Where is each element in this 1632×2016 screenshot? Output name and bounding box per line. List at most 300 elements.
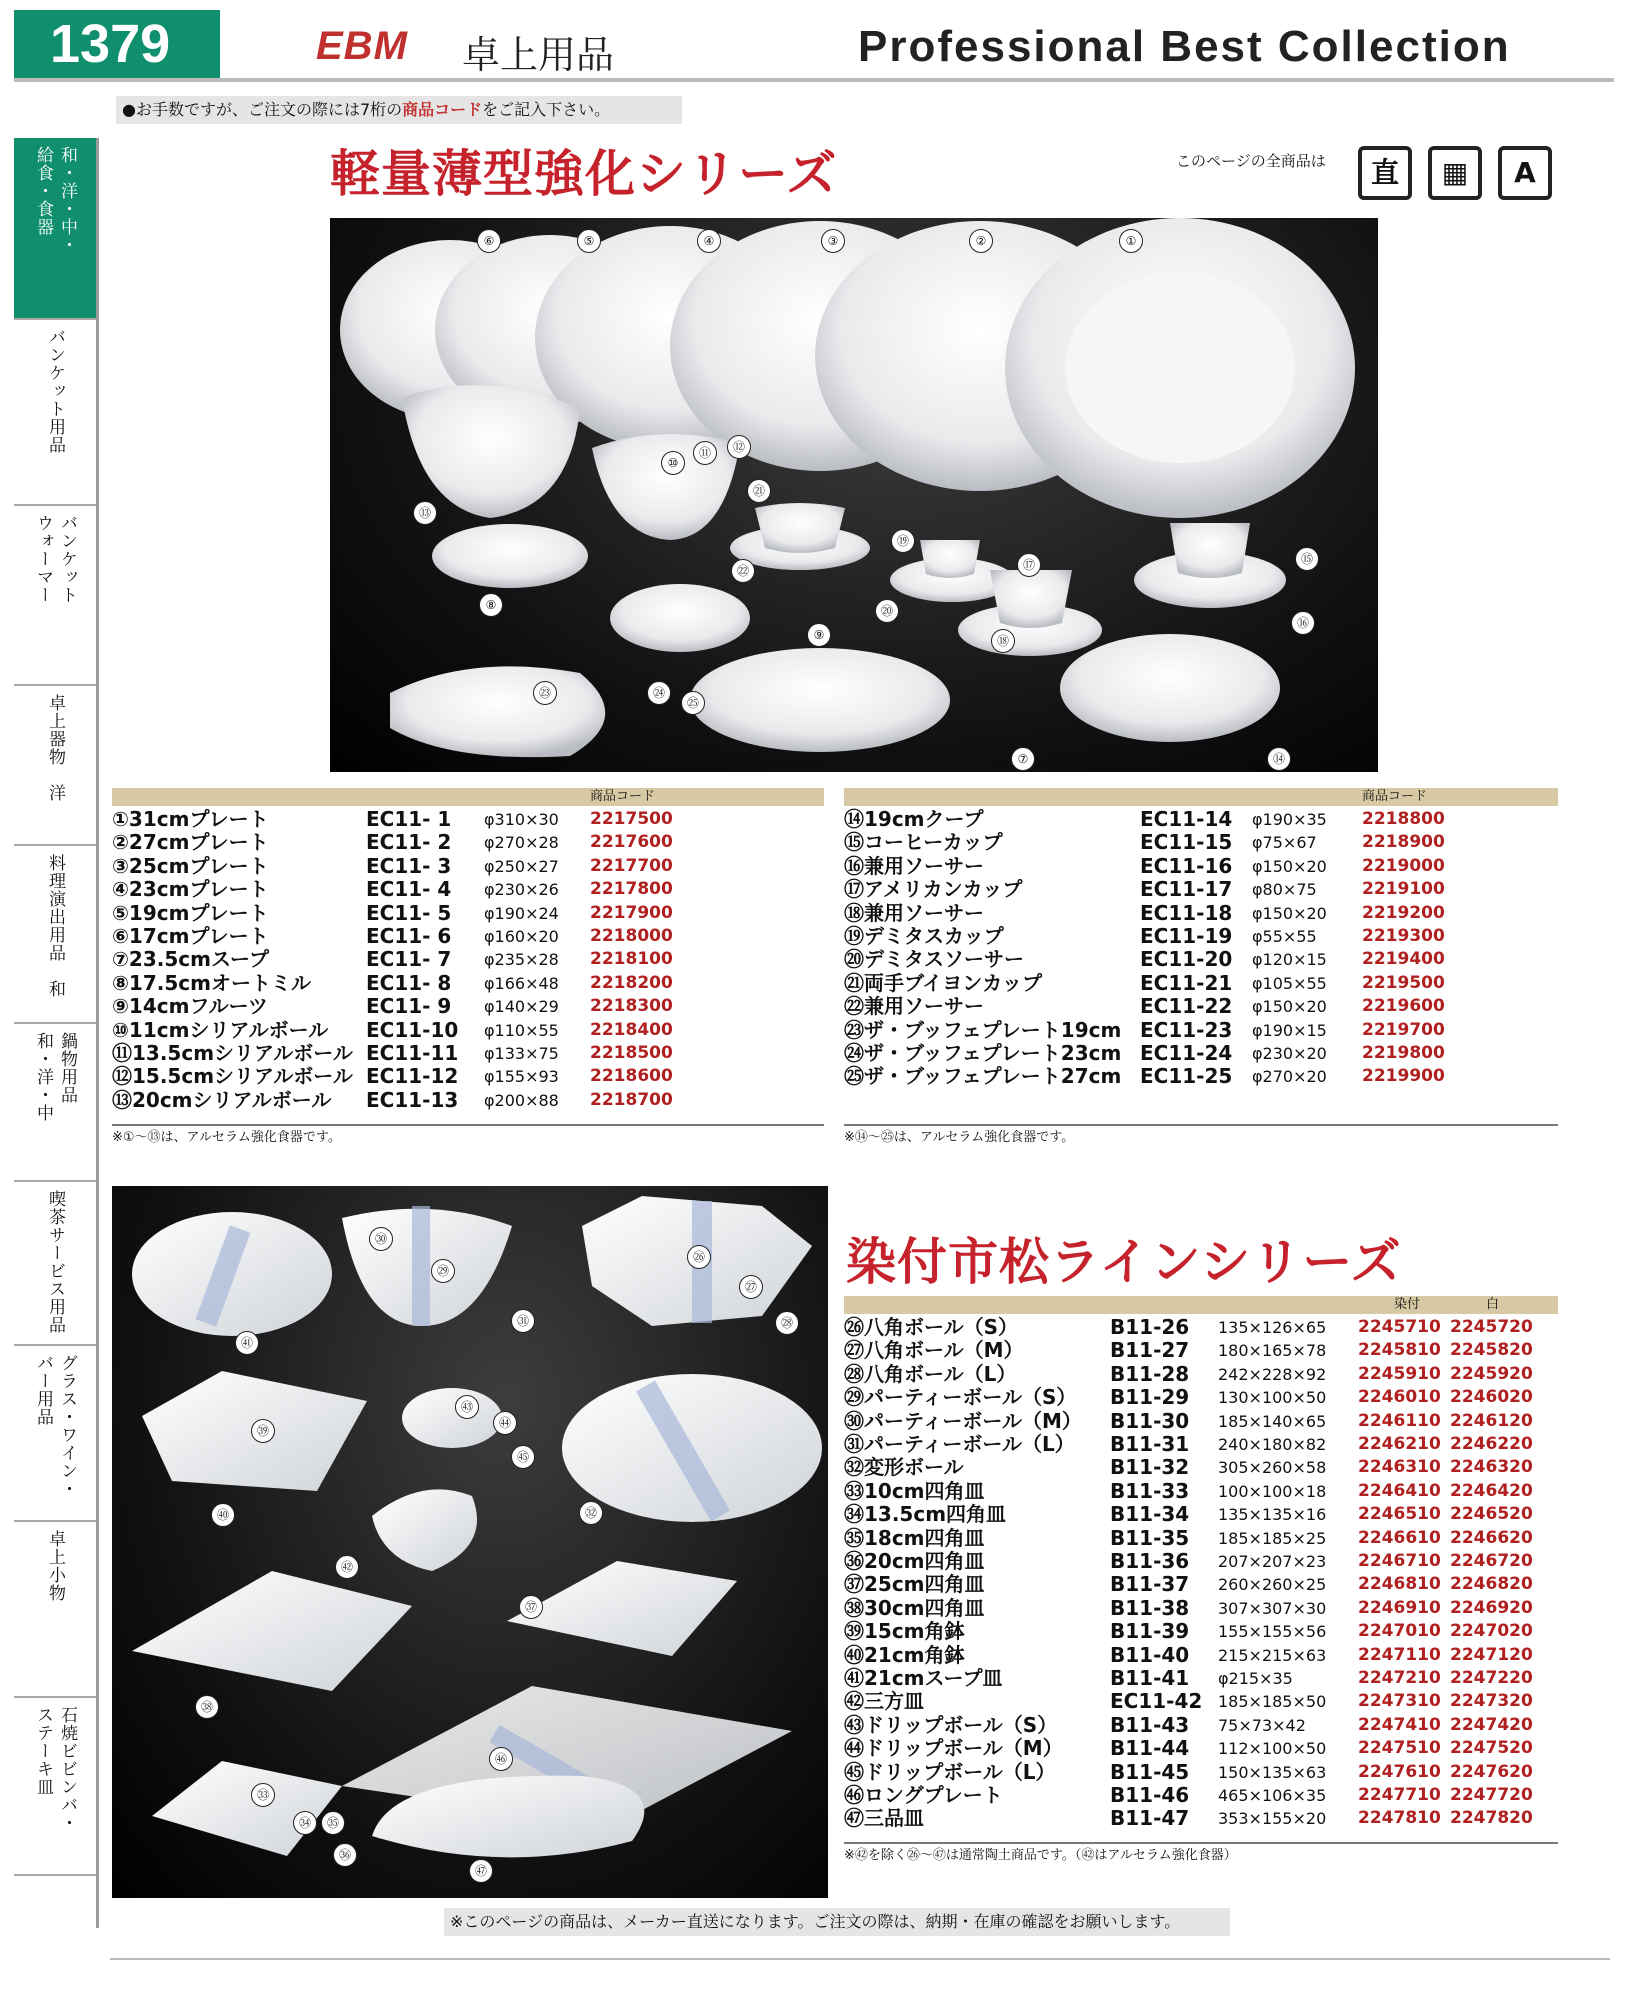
- product-code-white: 2247720: [1450, 1785, 1533, 1805]
- product-code-sometsuke: 2246310: [1358, 1457, 1441, 1478]
- product-name: ⑪13.5cmシリアルボール: [112, 1041, 353, 1065]
- product-size: φ310×30: [484, 810, 559, 829]
- product-name: ㉚パーティーボール（M）: [844, 1408, 1082, 1433]
- photo-item-label: ㉙: [431, 1259, 455, 1283]
- product-size: φ190×15: [1252, 1020, 1327, 1040]
- photo-item-label: ㉛: [511, 1309, 535, 1333]
- product-code-sometsuke: 2247210: [1358, 1668, 1441, 1688]
- photo-item-label: ㊸: [455, 1395, 479, 1419]
- model-number: B11-31: [1110, 1432, 1190, 1456]
- sidebar-tab-text: 和・洋・中: [33, 1032, 53, 1122]
- product-code: 2218600: [590, 1066, 673, 1087]
- product-code-white: 2246620: [1450, 1527, 1533, 1548]
- table-row: [844, 1527, 1558, 1550]
- sidebar-tab-text: 喫茶サービス用品: [45, 1190, 65, 1334]
- table-row: [844, 1807, 1558, 1830]
- product-name: ⑯兼用ソーサー: [844, 853, 984, 878]
- tableware-illustration: [112, 1186, 828, 1898]
- photo-item-label: ㊵: [211, 1503, 235, 1527]
- product-code: 2219400: [1362, 949, 1445, 970]
- product-size: φ250×27: [484, 856, 559, 876]
- product-size: φ110×55: [484, 1020, 559, 1040]
- photo-item-label: ㊺: [511, 1445, 535, 1469]
- product-name: ⑲デミタスカップ: [844, 924, 1004, 948]
- photo-item-label: ⑭: [1267, 747, 1291, 771]
- model-number: EC11- 3: [366, 853, 452, 878]
- photo-item-label: ㉘: [775, 1311, 799, 1335]
- photo-item-label: ㊶: [235, 1331, 259, 1355]
- series2-product-photo: [112, 1186, 828, 1898]
- model-number: EC11- 4: [366, 877, 452, 902]
- model-number: EC11- 2: [366, 830, 452, 855]
- product-name: ㊸ドリップボール（S）: [844, 1712, 1058, 1737]
- model-number: EC11-21: [1140, 970, 1233, 995]
- photo-item-label: ⑪: [693, 441, 717, 465]
- table-row: [844, 1714, 1558, 1737]
- table-row: [112, 995, 826, 1018]
- product-size: φ200×88: [484, 1090, 559, 1110]
- series1-left-table-header: 商品コード: [112, 788, 824, 806]
- model-number: EC11- 6: [366, 924, 452, 948]
- photo-item-label: ㉒: [731, 559, 755, 583]
- model-number: EC11-17: [1140, 877, 1233, 902]
- sidebar-tab-4: [14, 686, 96, 846]
- product-code-sometsuke: 2246610: [1358, 1527, 1441, 1548]
- product-size: 353×155×20: [1218, 1809, 1327, 1829]
- table-row: [844, 1339, 1558, 1362]
- photo-item-label: ㊲: [519, 1595, 543, 1619]
- photo-item-label: ㊳: [195, 1695, 219, 1719]
- table-row: [112, 1042, 826, 1065]
- photo-item-label: ㉗: [739, 1275, 763, 1299]
- order-notice: ●お手数ですが、ご注文の際には7桁の商品コードをご記入下さい。: [116, 96, 682, 124]
- model-number: EC11-11: [366, 1041, 459, 1065]
- product-name: ②27cmプレート: [112, 830, 269, 855]
- photo-item-label: ㊴: [251, 1419, 275, 1443]
- sidebar-tab-9: [14, 1522, 96, 1698]
- product-code-sometsuke: 2246510: [1358, 1504, 1441, 1525]
- model-number: EC11-24: [1140, 1041, 1233, 1065]
- product-size: 112×100×50: [1218, 1739, 1327, 1759]
- product-code: 2218100: [590, 949, 673, 970]
- series2-note: ※㊷を除く㉖〜㊼は通常陶土商品です。（㊷はアルセラム強化食器）: [844, 1848, 1237, 1863]
- photo-item-label: ⑨: [807, 623, 831, 647]
- product-size: 242×228×92: [1218, 1364, 1327, 1384]
- product-code: 2217900: [590, 902, 673, 923]
- photo-item-label: ⑫: [727, 435, 751, 459]
- product-code-sometsuke: 2246810: [1358, 1574, 1441, 1595]
- photo-item-label: ㊹: [493, 1411, 517, 1435]
- product-size: φ150×20: [1252, 997, 1327, 1017]
- model-number: B11-35: [1110, 1525, 1190, 1550]
- series2-title: 染付市松ラインシリーズ: [846, 1233, 1402, 1291]
- table-row: [844, 1784, 1558, 1807]
- photo-item-label: ㉝: [251, 1783, 275, 1807]
- product-code: 2218800: [1362, 809, 1445, 829]
- photo-item-label: ①: [1119, 229, 1143, 253]
- product-code: 2217500: [590, 809, 673, 829]
- footer-divider: [110, 1958, 1610, 1960]
- product-code-sometsuke: 2246410: [1358, 1480, 1441, 1501]
- model-number: EC11-14: [1140, 807, 1233, 831]
- table-row: [112, 1089, 826, 1112]
- product-size: φ105×55: [1252, 973, 1327, 993]
- product-size: 75×73×42: [1218, 1715, 1306, 1735]
- table-row: [844, 1620, 1558, 1643]
- table-row: [844, 1573, 1558, 1596]
- model-number: EC11-20: [1140, 947, 1233, 972]
- product-size: 207×207×23: [1218, 1552, 1327, 1571]
- product-name: ③25cmプレート: [112, 853, 269, 878]
- photo-item-label: ②: [969, 229, 993, 253]
- product-size: φ160×20: [484, 927, 559, 946]
- product-name: ㉖八角ボール（S）: [844, 1315, 1019, 1339]
- table-row: [844, 855, 1558, 878]
- sidebar-tab-text: 給食・食器: [33, 146, 53, 236]
- product-code-sometsuke: 2246110: [1358, 1410, 1441, 1431]
- model-number: B11-26: [1110, 1315, 1190, 1339]
- photo-item-label: ⑮: [1295, 547, 1319, 571]
- photo-item-label: ㉔: [647, 681, 671, 705]
- product-name: ⑳デミタスソーサー: [844, 947, 1024, 972]
- photo-item-label: ⑯: [1291, 611, 1315, 635]
- product-code-white: 2246420: [1450, 1480, 1533, 1501]
- table-row: [112, 1019, 826, 1042]
- table-row: [844, 1503, 1558, 1526]
- product-code-sometsuke: 2246210: [1358, 1434, 1441, 1454]
- sidebar-tab-6: [14, 1024, 96, 1182]
- product-name: ⑨14cmフルーツ: [112, 994, 268, 1019]
- photo-item-label: ㉑: [747, 479, 771, 503]
- product-name: ㊶21cmスープ皿: [844, 1666, 1003, 1690]
- product-name: ㉘八角ボール（L）: [844, 1361, 1017, 1386]
- table-row: [112, 972, 826, 995]
- product-size: φ155×93: [484, 1067, 559, 1087]
- series1-left-note: ※①〜⑬は、アルセラム強化食器です。: [112, 1130, 341, 1145]
- product-size: φ190×24: [484, 903, 559, 923]
- product-size: 180×165×78: [1218, 1341, 1327, 1361]
- model-number: EC11-19: [1140, 924, 1233, 948]
- sidebar-tab-7: [14, 1182, 96, 1346]
- product-name: ㊳30cm四角皿: [844, 1595, 985, 1620]
- table-row: [844, 925, 1558, 948]
- product-name: ㊹ドリップボール（M）: [844, 1736, 1063, 1761]
- model-number: EC11-23: [1140, 1017, 1233, 1042]
- model-number: B11-47: [1110, 1806, 1190, 1831]
- product-name: ⑥17cmプレート: [112, 924, 269, 948]
- product-name: ㉓ザ・ブッフェプレート19cm: [844, 1017, 1122, 1042]
- table-row: [844, 1019, 1558, 1042]
- model-number: EC11-16: [1140, 853, 1233, 878]
- model-number: B11-43: [1110, 1712, 1190, 1737]
- photo-item-label: ⑧: [479, 593, 503, 617]
- sidebar-tab-text: バンケット: [57, 514, 77, 604]
- sidebar-tab-text: 料理演出用品 和: [45, 854, 65, 998]
- model-number: B11-36: [1110, 1549, 1190, 1573]
- product-size: φ55×55: [1252, 927, 1317, 946]
- collection-title: Professional Best Collection: [858, 22, 1511, 71]
- product-size: φ140×29: [484, 997, 559, 1017]
- sidebar-tab-10: [14, 1698, 96, 1876]
- product-size: 305×260×58: [1218, 1458, 1327, 1478]
- product-size: 100×100×18: [1218, 1481, 1327, 1501]
- product-code-white: 2246920: [1450, 1597, 1533, 1618]
- product-code-white: 2245920: [1450, 1363, 1533, 1384]
- series2-table-header: 染付 白: [844, 1296, 1558, 1314]
- product-name: ㊱20cm四角皿: [844, 1549, 985, 1573]
- product-size: φ215×35: [1218, 1669, 1293, 1688]
- product-size: φ230×20: [1252, 1044, 1327, 1063]
- delivery-truck-icon: A: [1498, 146, 1552, 200]
- product-size: φ133×75: [484, 1044, 559, 1063]
- product-size: 260×260×25: [1218, 1575, 1327, 1595]
- product-name: ⑭19cmクープ: [844, 807, 984, 831]
- product-name: ⑫15.5cmシリアルボール: [112, 1064, 353, 1089]
- product-code: 2218500: [590, 1043, 673, 1063]
- table-row: [112, 808, 826, 831]
- product-code-sometsuke: 2246710: [1358, 1551, 1441, 1571]
- product-name: ㊵21cm角鉢: [844, 1642, 965, 1667]
- product-name: ㉔ザ・ブッフェプレート23cm: [844, 1041, 1122, 1065]
- product-code: 2218300: [590, 996, 673, 1017]
- product-code: 2219200: [1362, 902, 1445, 923]
- model-number: B11-44: [1110, 1736, 1190, 1761]
- product-code-white: 2246320: [1450, 1457, 1533, 1478]
- product-name: ⑩11cmシリアルボール: [112, 1017, 329, 1042]
- page-number: 1379: [14, 10, 220, 78]
- product-code: 2218700: [590, 1089, 673, 1110]
- product-name: ⑰アメリカンカップ: [844, 877, 1023, 902]
- product-code: 2218400: [590, 1019, 673, 1040]
- footer-notice: ※このページの商品は、メーカー直送になります。ご注文の際は、納期・在庫の確認をお願いします。: [444, 1908, 1230, 1936]
- sidebar-tab-text: ステーキ皿: [33, 1706, 53, 1796]
- model-number: EC11-10: [366, 1017, 459, 1042]
- product-code-sometsuke: 2245910: [1358, 1363, 1441, 1384]
- model-number: B11-33: [1110, 1478, 1190, 1503]
- product-code-white: 2247120: [1450, 1644, 1533, 1665]
- model-number: B11-28: [1110, 1361, 1190, 1386]
- series1-title: 軽量薄型強化シリーズ: [330, 145, 838, 203]
- product-name: ㉟18cm四角皿: [844, 1525, 985, 1550]
- table-row: [112, 1065, 826, 1088]
- sidebar-tab-text: バー用品: [33, 1354, 53, 1426]
- sidebar-tab-text: バンケット用品: [45, 328, 65, 454]
- product-size: φ150×20: [1252, 903, 1327, 923]
- product-code: 2217600: [590, 832, 673, 853]
- model-number: B11-38: [1110, 1595, 1190, 1620]
- product-name: ⑱兼用ソーサー: [844, 900, 984, 925]
- model-number: EC11- 1: [366, 807, 452, 831]
- photo-item-label: ⑱: [991, 629, 1015, 653]
- sidebar-tab-3: [14, 506, 96, 686]
- product-code-white: 2246020: [1450, 1387, 1533, 1408]
- model-number: EC11- 8: [366, 970, 452, 995]
- sidebar-tab-2: [14, 320, 96, 506]
- product-size: φ235×28: [484, 950, 559, 970]
- model-number: B11-37: [1110, 1572, 1190, 1597]
- photo-item-label: ⑰: [1017, 553, 1041, 577]
- table-row: [844, 808, 1558, 831]
- model-number: EC11-22: [1140, 994, 1233, 1019]
- product-size: φ120×15: [1252, 950, 1327, 970]
- category-sidebar: [14, 138, 99, 1928]
- sidebar-tab-8: [14, 1346, 96, 1522]
- product-name: ㊴15cm角鉢: [844, 1619, 965, 1644]
- table-row: [844, 878, 1558, 901]
- series1-product-photo: [330, 218, 1378, 772]
- table-row: [112, 902, 826, 925]
- product-name: ⑦23.5cmスープ: [112, 947, 269, 972]
- product-size: φ190×35: [1252, 810, 1327, 829]
- product-name: ⑮コーヒーカップ: [844, 830, 1003, 855]
- table-row: [844, 1065, 1558, 1088]
- model-number: EC11- 5: [366, 900, 452, 925]
- product-name: ㉒兼用ソーサー: [844, 994, 984, 1019]
- product-code-sometsuke: 2247710: [1358, 1785, 1441, 1805]
- table-row: [844, 1456, 1558, 1479]
- product-code-white: 2247420: [1450, 1714, 1533, 1735]
- product-code: 2217700: [590, 855, 673, 876]
- product-name: ㊲25cm四角皿: [844, 1572, 985, 1597]
- product-name: ㊺ドリップボール（L）: [844, 1759, 1056, 1784]
- table-row: [112, 855, 826, 878]
- product-code: 2219900: [1362, 1066, 1445, 1087]
- product-code-white: 2246220: [1450, 1434, 1533, 1454]
- model-number: EC11-13: [366, 1087, 459, 1112]
- product-code-sometsuke: 2246910: [1358, 1597, 1441, 1618]
- model-number: B11-30: [1110, 1408, 1190, 1433]
- model-number: B11-32: [1110, 1455, 1190, 1480]
- product-size: 135×135×16: [1218, 1505, 1327, 1525]
- direct-ship-icon: 直: [1358, 146, 1412, 200]
- product-name: ㊷三方皿: [844, 1689, 924, 1714]
- category-title: 卓上用品: [462, 33, 615, 77]
- table-row: [844, 1550, 1558, 1573]
- product-size: 155×155×56: [1218, 1622, 1327, 1642]
- table-row: [844, 1644, 1558, 1667]
- calculator-icon: ▦: [1428, 146, 1482, 200]
- table-row: [844, 1597, 1558, 1620]
- product-size: φ230×26: [484, 880, 559, 900]
- product-code: 2219500: [1362, 972, 1445, 993]
- model-number: B11-40: [1110, 1642, 1190, 1667]
- product-name: ⑬20cmシリアルボール: [112, 1087, 332, 1112]
- product-size: φ150×20: [1252, 856, 1327, 876]
- product-name: ㉜変形ボール: [844, 1455, 964, 1480]
- product-code-white: 2246120: [1450, 1410, 1533, 1431]
- model-number: B11-39: [1110, 1619, 1190, 1644]
- product-name: ④23cmプレート: [112, 877, 269, 902]
- table-row: [844, 1042, 1558, 1065]
- product-name: ㉞13.5cm四角皿: [844, 1502, 1007, 1527]
- model-number: B11-34: [1110, 1502, 1190, 1527]
- product-code-white: 2245720: [1450, 1317, 1533, 1337]
- all-items-label: このページの全商品は: [1176, 152, 1326, 170]
- photo-item-label: ㉜: [579, 1501, 603, 1525]
- product-code: 2219800: [1362, 1043, 1445, 1063]
- photo-item-label: ㉕: [681, 691, 705, 715]
- product-code-sometsuke: 2246010: [1358, 1387, 1441, 1408]
- product-size: φ80×75: [1252, 880, 1317, 900]
- brand-logo: EBM: [316, 24, 408, 68]
- product-code-white: 2246720: [1450, 1551, 1533, 1571]
- product-code-sometsuke: 2247410: [1358, 1714, 1441, 1735]
- sidebar-tab-text: 卓上器物 洋: [45, 694, 65, 802]
- product-code-sometsuke: 2245710: [1358, 1317, 1441, 1337]
- tableware-illustration: [330, 218, 1378, 772]
- product-code-white: 2247220: [1450, 1668, 1533, 1688]
- table-row: [112, 925, 826, 948]
- product-code: 2219600: [1362, 996, 1445, 1017]
- product-code-white: 2245820: [1450, 1340, 1533, 1361]
- model-number: B11-45: [1110, 1759, 1190, 1784]
- model-number: EC11-25: [1140, 1064, 1233, 1089]
- product-size: 307×307×30: [1218, 1598, 1327, 1618]
- model-number: EC11-15: [1140, 830, 1233, 855]
- photo-item-label: ⑥: [477, 229, 501, 253]
- series1-right-table-header: 商品コード: [844, 788, 1558, 806]
- product-size: 185×185×25: [1218, 1528, 1327, 1548]
- table-row: [844, 1480, 1558, 1503]
- product-size: 465×106×35: [1218, 1786, 1327, 1805]
- product-code: 2219100: [1362, 879, 1445, 900]
- photo-item-label: ⑩: [661, 451, 685, 475]
- product-name: ㉑両手ブイヨンカップ: [844, 970, 1042, 995]
- model-number: EC11- 9: [366, 994, 452, 1019]
- product-size: 130×100×50: [1218, 1388, 1327, 1408]
- table-row: [844, 831, 1558, 854]
- product-name: ㉗八角ボール（M）: [844, 1338, 1024, 1363]
- product-name: ㉛パーティーボール（L）: [844, 1432, 1075, 1456]
- product-code-white: 2247320: [1450, 1691, 1533, 1712]
- product-code-white: 2246820: [1450, 1574, 1533, 1595]
- table-row: [844, 902, 1558, 925]
- model-number: B11-27: [1110, 1338, 1190, 1363]
- product-name: ⑧17.5cmオートミル: [112, 970, 311, 995]
- model-number: EC11- 7: [366, 947, 452, 972]
- product-size: φ270×20: [1252, 1067, 1327, 1087]
- product-size: 240×180×82: [1218, 1435, 1327, 1454]
- photo-item-label: ㊻: [489, 1747, 513, 1771]
- sidebar-tab-text: 鍋物用品: [57, 1032, 77, 1104]
- product-code-sometsuke: 2247610: [1358, 1761, 1441, 1782]
- product-code: 2218900: [1362, 832, 1445, 853]
- model-number: EC11-42: [1110, 1689, 1203, 1714]
- photo-item-label: ㉞: [293, 1811, 317, 1835]
- product-code: 2219300: [1362, 926, 1445, 946]
- product-name: ㉕ザ・ブッフェプレート27cm: [844, 1064, 1122, 1089]
- product-size: φ75×67: [1252, 833, 1317, 853]
- table-row: [844, 995, 1558, 1018]
- table-row: [844, 1410, 1558, 1433]
- photo-item-label: ㉓: [533, 681, 557, 705]
- photo-item-label: ⑦: [1011, 747, 1035, 771]
- product-name: ㊻ロングプレート: [844, 1783, 1003, 1807]
- photo-item-label: ⑬: [413, 501, 437, 525]
- product-code-sometsuke: 2247310: [1358, 1691, 1441, 1712]
- table-row: [112, 878, 826, 901]
- product-size: 185×140×65: [1218, 1411, 1327, 1431]
- sidebar-tab-5: [14, 846, 96, 1024]
- sidebar-tab-text: ウォーマー: [33, 514, 53, 604]
- sidebar-tab-text: グラス・ワイン・: [57, 1354, 77, 1498]
- product-code-sometsuke: 2247010: [1358, 1621, 1441, 1642]
- table-row: [844, 1761, 1558, 1784]
- product-name: ⑤19cmプレート: [112, 900, 269, 925]
- photo-item-label: ③: [821, 229, 845, 253]
- product-code-white: 2246520: [1450, 1504, 1533, 1525]
- photo-item-label: ④: [697, 229, 721, 253]
